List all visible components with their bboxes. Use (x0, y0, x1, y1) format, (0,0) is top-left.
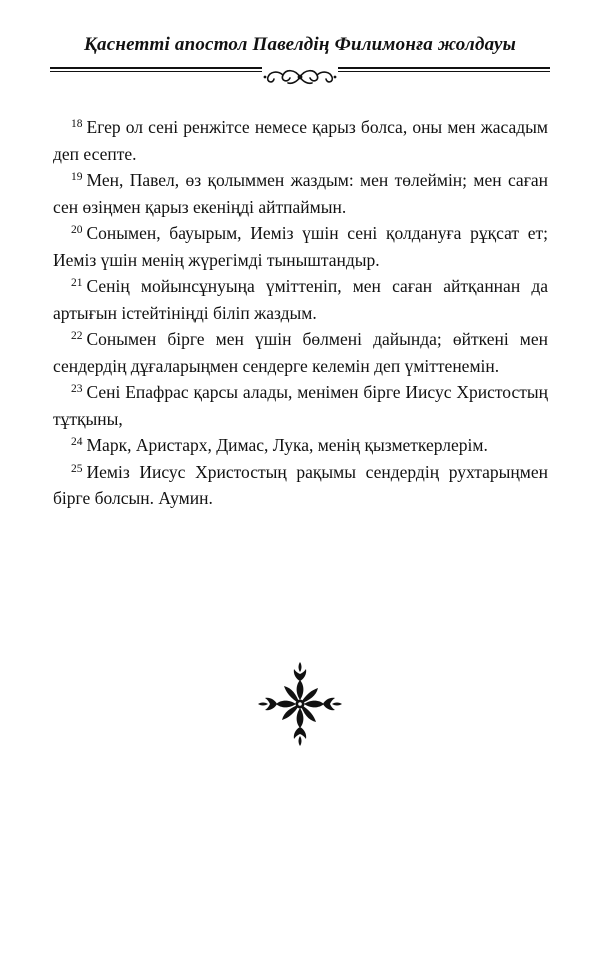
verse-number: 22 (71, 330, 83, 342)
floral-cross-icon (256, 660, 344, 748)
verse-text: Иеміз Иисус Христостың рақымы сендердің рухтарыңмен бірге болсын. Аумин. (53, 461, 548, 508)
verse-number: 21 (71, 277, 83, 289)
verse-text: Егер ол сені ренжітсе немесе қарыз болса, оны мен жасадым деп есепте. (53, 117, 548, 164)
verse-number: 24 (71, 436, 83, 448)
verse-number: 23 (71, 383, 83, 395)
verse-number: 19 (71, 171, 83, 183)
verse-22 (53, 326, 548, 379)
verse-text: Сонымен, бауырым, Иеміз үшін сені қолдануға рұқсат ет; Иеміз үшін менің жүрегімді тыныштандыр. (53, 223, 548, 270)
verse-text: Мен, Павел, өз қолыммен жаздым: мен төлеймін; мен саған сен өзіңмен қарыз екеніңді айтпаймын. (53, 170, 548, 217)
verse-18 (53, 114, 548, 167)
verse-24 (53, 432, 548, 459)
verse-23 (53, 379, 548, 432)
verse-number: 25 (71, 462, 83, 475)
verse-text: Марк, Аристарх, Димас, Лука, менің қызметкерлерім. (86, 435, 488, 455)
verse-text: Сенің мойынсұнуыңа үміттеніп, мен саған айтқаннан да артығын істейтініңді біліп жаздым. (53, 276, 548, 323)
flourish-divider-icon (262, 66, 338, 88)
verse-body (53, 114, 548, 512)
verse-number: 20 (71, 224, 83, 236)
verse-text: Сені Епафрас қарсы алады, менімен бірге Иисус Христостың тұтқыны, (53, 382, 548, 429)
verse-text: Сонымен бірге мен үшін бөлмені дайында; өйткені мен сендердің дұғаларыңмен сендерге келемін деп үміттенемін. (53, 329, 548, 376)
verse-19 (53, 167, 548, 220)
verse-21 (53, 273, 548, 326)
page-title: Қаснетті апостол Павелдің Филимонға жолдауы (83, 34, 517, 55)
verse-25 (53, 459, 548, 512)
verse-20 (53, 220, 548, 273)
verse-number: 18 (71, 118, 83, 130)
